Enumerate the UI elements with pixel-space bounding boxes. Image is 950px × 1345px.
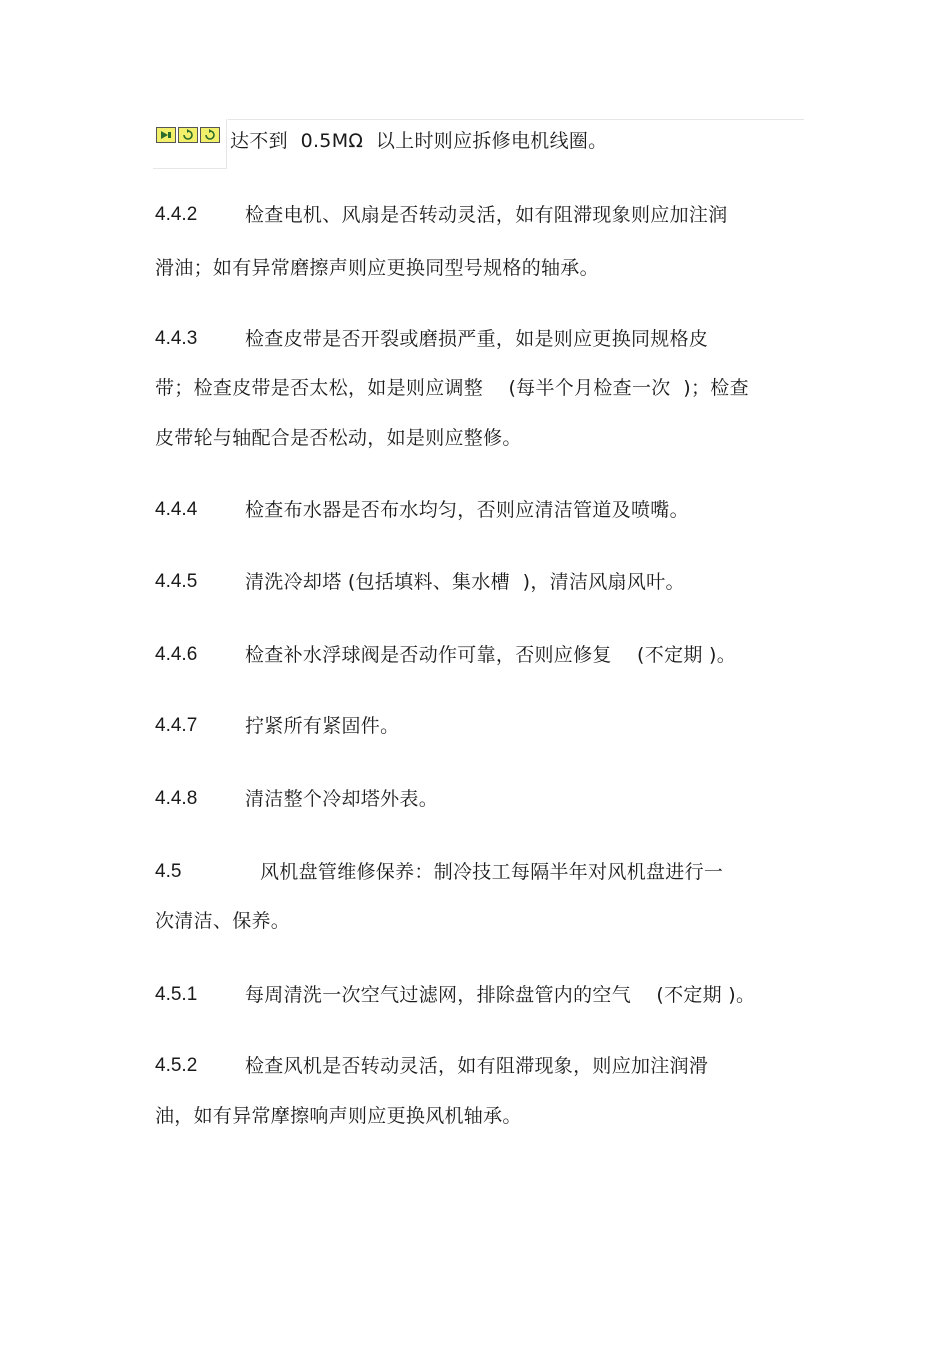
section-text: 风机盘管维修保养：制冷技工每隔半年对风机盘进行一 xyxy=(260,861,724,883)
item-text: 检查皮带是否开裂或磨损严重，如是则应更换同规格皮 xyxy=(245,328,709,350)
item-number: 4.4.5 xyxy=(155,571,198,592)
refresh-icon[interactable] xyxy=(200,127,220,143)
section-text-cont: 次清洁、保养。 xyxy=(155,910,291,932)
item-number: 4.4.8 xyxy=(155,788,198,809)
item-number: 4.4.7 xyxy=(155,715,198,736)
section-number: 4.5 xyxy=(155,861,182,882)
item-text: 检查风机是否转动灵活，如有阻滞现象，则应加注润滑 xyxy=(245,1055,709,1077)
item-number: 4.5.2 xyxy=(155,1055,198,1076)
item-text-cont: 皮带轮与轴配合是否松动，如是则应整修。 xyxy=(155,427,522,449)
item-text: 清洗冷却塔 (包括填料、集水槽 )，清洁风扇风叶。 xyxy=(245,571,685,593)
item-number: 4.5.1 xyxy=(155,984,198,1005)
continued-line: 达不到 0.5MΩ 以上时则应拆修电机线圈。 xyxy=(230,130,608,152)
toolbar-icons xyxy=(156,127,220,144)
item-number: 4.4.2 xyxy=(155,204,198,225)
item-number: 4.4.4 xyxy=(155,499,198,520)
refresh-icon[interactable] xyxy=(178,127,198,143)
top-rule xyxy=(228,119,804,120)
item-text-cont: 带；检查皮带是否太松，如是则应调整 (每半个月检查一次 )；检查 xyxy=(155,377,749,399)
item-text: 检查补水浮球阀是否动作可靠，否则应修复 (不定期 )。 xyxy=(245,644,737,666)
item-number: 4.4.3 xyxy=(155,328,198,349)
item-text-cont: 油，如有异常摩擦响声则应更换风机轴承。 xyxy=(155,1105,522,1127)
item-text: 检查布水器是否布水均匀，否则应清洁管道及喷嘴。 xyxy=(245,499,689,521)
item-text: 拧紧所有紧固件。 xyxy=(245,715,400,737)
edit-arrow-icon[interactable] xyxy=(156,127,176,143)
item-number: 4.4.6 xyxy=(155,644,198,665)
item-text-cont: 滑油；如有异常磨擦声则应更换同型号规格的轴承。 xyxy=(155,257,599,279)
item-text: 检查电机、风扇是否转动灵活，如有阻滞现象则应加注润 xyxy=(245,204,728,226)
item-text: 每周清洗一次空气过滤网，排除盘管内的空气 (不定期 )。 xyxy=(245,984,756,1006)
item-text: 清洁整个冷却塔外表。 xyxy=(245,788,439,810)
